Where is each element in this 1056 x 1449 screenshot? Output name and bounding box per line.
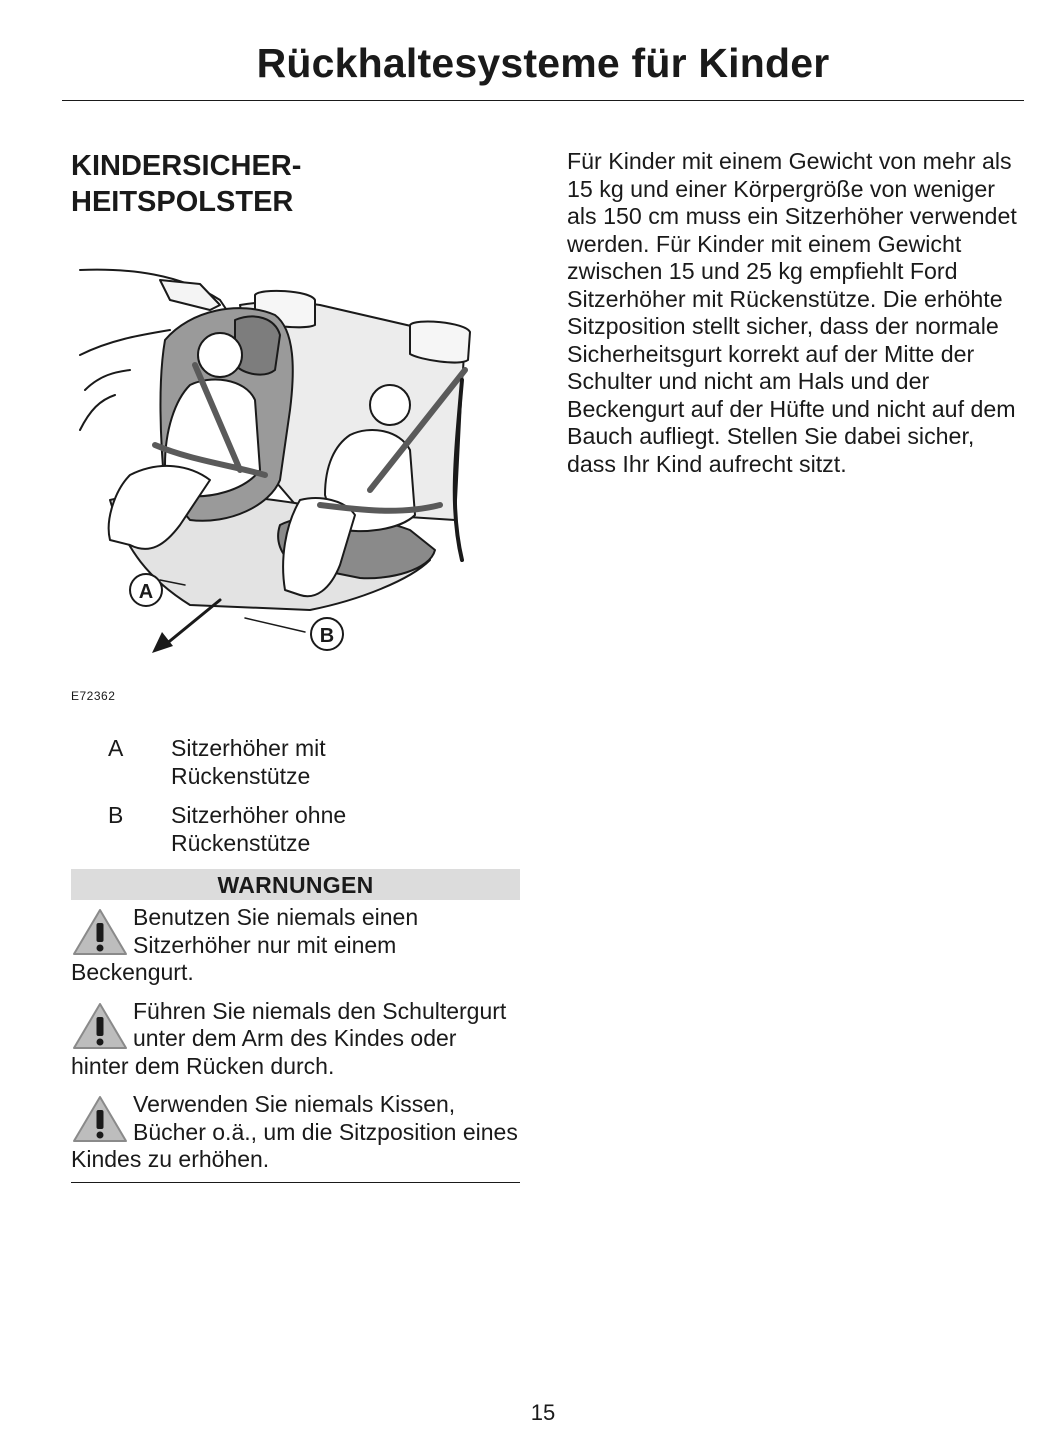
section-heading-line-2: HEITSPOLSTER — [71, 186, 294, 218]
page-title: Rückhaltesysteme für Kinder — [256, 40, 830, 86]
warning-triangle-icon — [71, 907, 129, 957]
legend-text: Sitzerhöher mit Rückenstütze — [171, 735, 326, 789]
legend-key: A — [108, 735, 124, 761]
warning-text: Verwenden Sie niemals Kissen, Bücher o.ä., um die Sitzposition eines Kindes zu erhöhen. — [71, 1091, 518, 1172]
legend-key: B — [108, 802, 124, 828]
forward-arrow — [165, 600, 220, 645]
child-booster-seat-illustration — [70, 260, 490, 660]
child-b-head — [370, 385, 410, 425]
page-number: 15 — [530, 1400, 556, 1425]
section-heading — [71, 148, 431, 220]
forward-arrowhead — [152, 632, 173, 653]
callout-line-b — [245, 618, 305, 632]
callout-a-label: A — [138, 581, 154, 603]
warning-text: Führen Sie niemals den Schultergurt unter dem Arm des Kindes oder hinter dem Rücken durch. — [71, 997, 507, 1079]
warnings-box — [71, 869, 520, 1183]
section-heading-line-1: KINDERSICHER- — [71, 150, 302, 182]
car-door-panel — [80, 330, 170, 430]
warning-item — [71, 904, 520, 987]
legend-item — [108, 801, 520, 857]
legend-text: Sitzerhöher ohne Rückenstütze — [171, 802, 347, 856]
warning-triangle-icon — [71, 1001, 129, 1051]
title-divider — [62, 100, 1024, 101]
warnings-bottom-rule — [71, 1182, 520, 1183]
warning-triangle-icon — [71, 1094, 129, 1144]
figure-code: E72362 — [71, 689, 116, 703]
body-paragraph: Für Kinder mit einem Gewicht von mehr als 15 kg und einer Körpergröße von weniger als 150 cm muss ein Sitzerhöher verwendet werden. Für Kinder mit einem Gewicht zwischen 15 und 25 kg empfiehlt Ford Sitzerhöher mit Rückenstütze. Die erhöhte Sitzposition stellt sicher, dass der normale Sicherheitsgurt korrekt auf der Mitte der Schulter und nicht am Hals und der Beckengurt auf der Hüfte und nicht auf dem Bauch aufliegt. Stellen Sie dabei sicher, dass Ihr Kind aufrecht sitzt. — [567, 148, 1017, 477]
warning-text: Benutzen Sie niemals einen Sitzerhöher nur mit einem Beckengurt. — [71, 904, 419, 985]
child-a-head — [198, 333, 242, 377]
callout-b-label: B — [319, 625, 335, 647]
legend-item — [108, 734, 520, 790]
car-window — [160, 280, 220, 310]
figure-legend — [108, 734, 520, 868]
warnings-title: WARNUNGEN — [71, 869, 520, 900]
warning-item — [71, 1091, 520, 1174]
warning-item — [71, 998, 520, 1081]
headrest-right — [410, 321, 470, 362]
